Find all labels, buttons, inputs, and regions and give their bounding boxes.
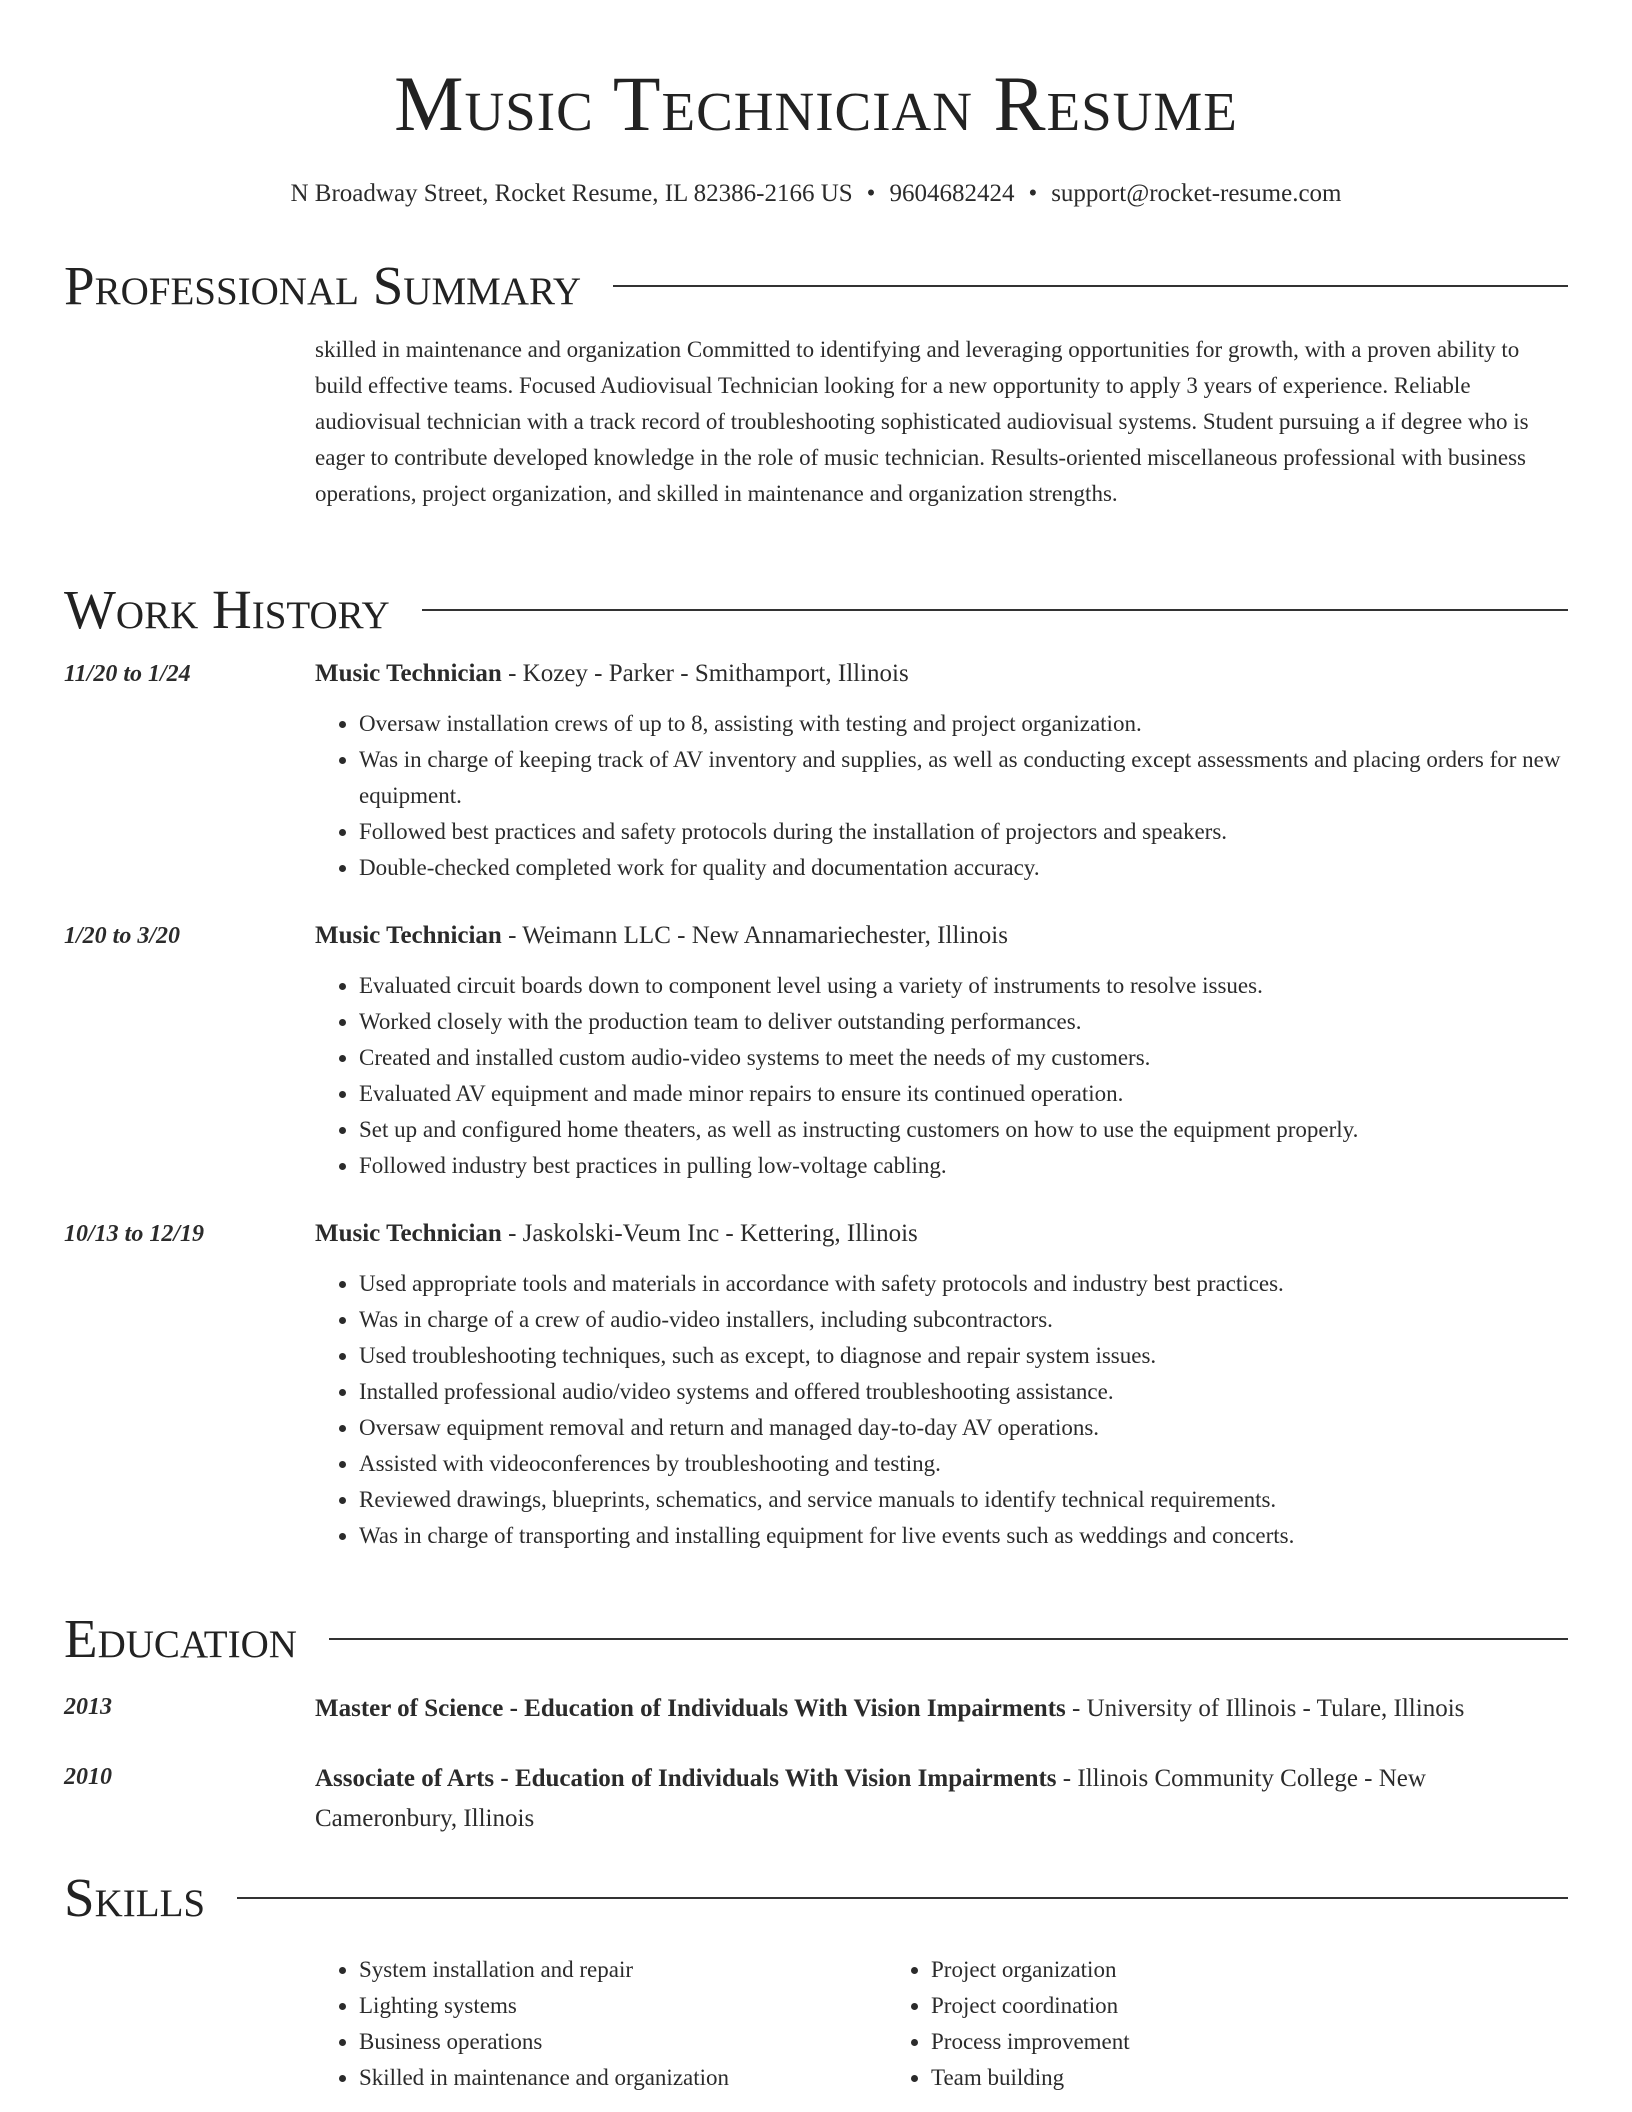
job-role: Music Technician [315, 922, 502, 949]
education-body [315, 1759, 1568, 1839]
job-employer: - Jaskolski-Veum Inc - Kettering, Illinois [501, 1220, 918, 1247]
education-entry [64, 1689, 1568, 1729]
job-entry [64, 918, 1568, 1184]
resume-title: Music Technician Resume [394, 60, 1238, 147]
job-bullet: • Reviewed drawings, blueprints, schematics, and service manuals to identify technical requirements. [359, 1482, 1568, 1518]
education-degree: Master of Science - Education of Individuals With Vision Impairments [315, 1695, 1066, 1722]
summary-title: Professional Summary [64, 255, 582, 316]
job-bullet: • Installed professional audio/video systems and offered troubleshooting assistance. [359, 1374, 1568, 1410]
education-body [315, 1689, 1568, 1729]
job-bullets [315, 1266, 1568, 1554]
job-entry [64, 1216, 1568, 1554]
contact-line [64, 178, 1568, 210]
job-bullet: • Worked closely with the production team to deliver outstanding performances. [359, 1004, 1568, 1040]
job-heading [315, 1216, 1568, 1252]
education-year: 2013 [64, 1694, 112, 1720]
resume-header [64, 0, 1568, 210]
job-body [315, 1216, 1568, 1554]
section-divider [237, 1897, 1568, 1899]
skill-item: • Skilled in maintenance and organization [359, 2060, 887, 2096]
skills-list-right [887, 1952, 1459, 2096]
skill-item: • Team building [931, 2060, 1459, 2096]
summary-text: skilled in maintenance and organization Committed to identifying and leveraging opportunities for growth, with a proven ability to build effective teams. Focused Audiovisual Technician looking for a new opportunity to apply 3 years of experience. Reliable audiovisual technician with a track record of troubleshooting sophisticated audiovisual systems. Student pursuing a if degree who is eager to contribute developed knowledge in the role of music technician. Results-oriented miscellaneous professional with business operations, project organization, and skilled in maintenance and organization strengths. [315, 337, 1529, 506]
job-body [315, 656, 1568, 886]
job-bullets [315, 706, 1568, 886]
job-role: Music Technician [315, 1220, 502, 1247]
job-bullet: • Used troubleshooting techniques, such as except, to diagnose and repair system issues. [359, 1338, 1568, 1374]
job-employer: - Weimann LLC - New Annamariechester, Illinois [501, 922, 1008, 949]
job-entry [64, 656, 1568, 886]
section-divider [329, 1638, 1568, 1640]
job-bullet: • Set up and configured home theaters, as well as instructing customers on how to use the equipment properly. [359, 1112, 1568, 1148]
job-dates: 10/13 to 12/19 [64, 1221, 205, 1247]
skills-list-left [315, 1952, 887, 2096]
skill-item: • Project coordination [931, 1988, 1459, 2024]
job-dates: 1/20 to 3/20 [64, 923, 181, 949]
job-bullet: • Followed industry best practices in pulling low-voltage cabling. [359, 1148, 1568, 1184]
job-heading [315, 918, 1568, 954]
education-degree: Associate of Arts - Education of Individuals With Vision Impairments [315, 1765, 1057, 1792]
job-bullet: • Was in charge of transporting and installing equipment for live events such as weddings and concerts. [359, 1518, 1568, 1554]
job-bullet: • Oversaw equipment removal and return and managed day-to-day AV operations. [359, 1410, 1568, 1446]
job-bullet: • Double-checked completed work for quality and documentation accuracy. [359, 850, 1568, 886]
education-year: 2010 [64, 1764, 112, 1790]
education-school: - Illinois Community College - New Cameronbury, Illinois [315, 1765, 1426, 1832]
job-bullets [315, 968, 1568, 1184]
contact-separator: • [1028, 180, 1038, 207]
education-line [315, 1759, 1568, 1839]
contact-email: support@rocket-resume.com [1051, 180, 1342, 207]
skill-item: • Project organization [931, 1952, 1459, 1988]
education-section [64, 1607, 1568, 1839]
job-employer: - Kozey - Parker - Smithamport, Illinois [501, 660, 909, 687]
job-bullet: • Created and installed custom audio-video systems to meet the needs of my customers. [359, 1040, 1568, 1076]
job-bullet: • Evaluated AV equipment and made minor repairs to ensure its continued operation. [359, 1076, 1568, 1112]
job-role: Music Technician [315, 660, 502, 687]
education-school: - University of Illinois - Tulare, Illinois [1065, 1695, 1465, 1722]
skills-title: Skills [64, 1867, 206, 1928]
skill-item: • Lighting systems [359, 1988, 887, 2024]
skills-columns [315, 1952, 1568, 2096]
job-body [315, 918, 1568, 1184]
contact-address: N Broadway Street, Rocket Resume, IL 82386-2166 US [290, 180, 853, 207]
skills-heading [64, 1866, 1568, 1930]
job-bullet: • Evaluated circuit boards down to component level using a variety of instruments to resolve issues. [359, 968, 1568, 1004]
education-heading [64, 1607, 1568, 1671]
contact-separator: • [866, 180, 876, 207]
skill-item: • Business operations [359, 2024, 887, 2060]
job-bullet: • Followed best practices and safety protocols during the installation of projectors and speakers. [359, 814, 1568, 850]
work-history-section [64, 578, 1568, 1554]
job-dates: 11/20 to 1/24 [64, 661, 191, 687]
job-bullet: • Was in charge of keeping track of AV inventory and supplies, as well as conducting except assessments and placing orders for new equipment. [359, 742, 1568, 814]
job-bullet: • Was in charge of a crew of audio-video installers, including subcontractors. [359, 1302, 1568, 1338]
education-title: Education [64, 1608, 297, 1669]
skills-section [64, 1866, 1568, 2096]
education-line [315, 1689, 1568, 1729]
job-bullet: • Used appropriate tools and materials in accordance with safety protocols and industry best practices. [359, 1266, 1568, 1302]
job-bullet: • Oversaw installation crews of up to 8, assisting with testing and project organization. [359, 706, 1568, 742]
skill-item: • Process improvement [931, 2024, 1459, 2060]
work-history-heading [64, 578, 1568, 642]
section-divider [422, 609, 1568, 611]
education-entry [64, 1759, 1568, 1839]
work-history-title: Work History [64, 579, 390, 640]
job-bullet: • Assisted with videoconferences by troubleshooting and testing. [359, 1446, 1568, 1482]
skill-item: • System installation and repair [359, 1952, 887, 1988]
contact-phone: 9604682424 [889, 180, 1015, 207]
section-divider [613, 285, 1568, 287]
summary-section [64, 254, 1568, 512]
job-heading [315, 656, 1568, 692]
summary-heading [64, 254, 1568, 318]
